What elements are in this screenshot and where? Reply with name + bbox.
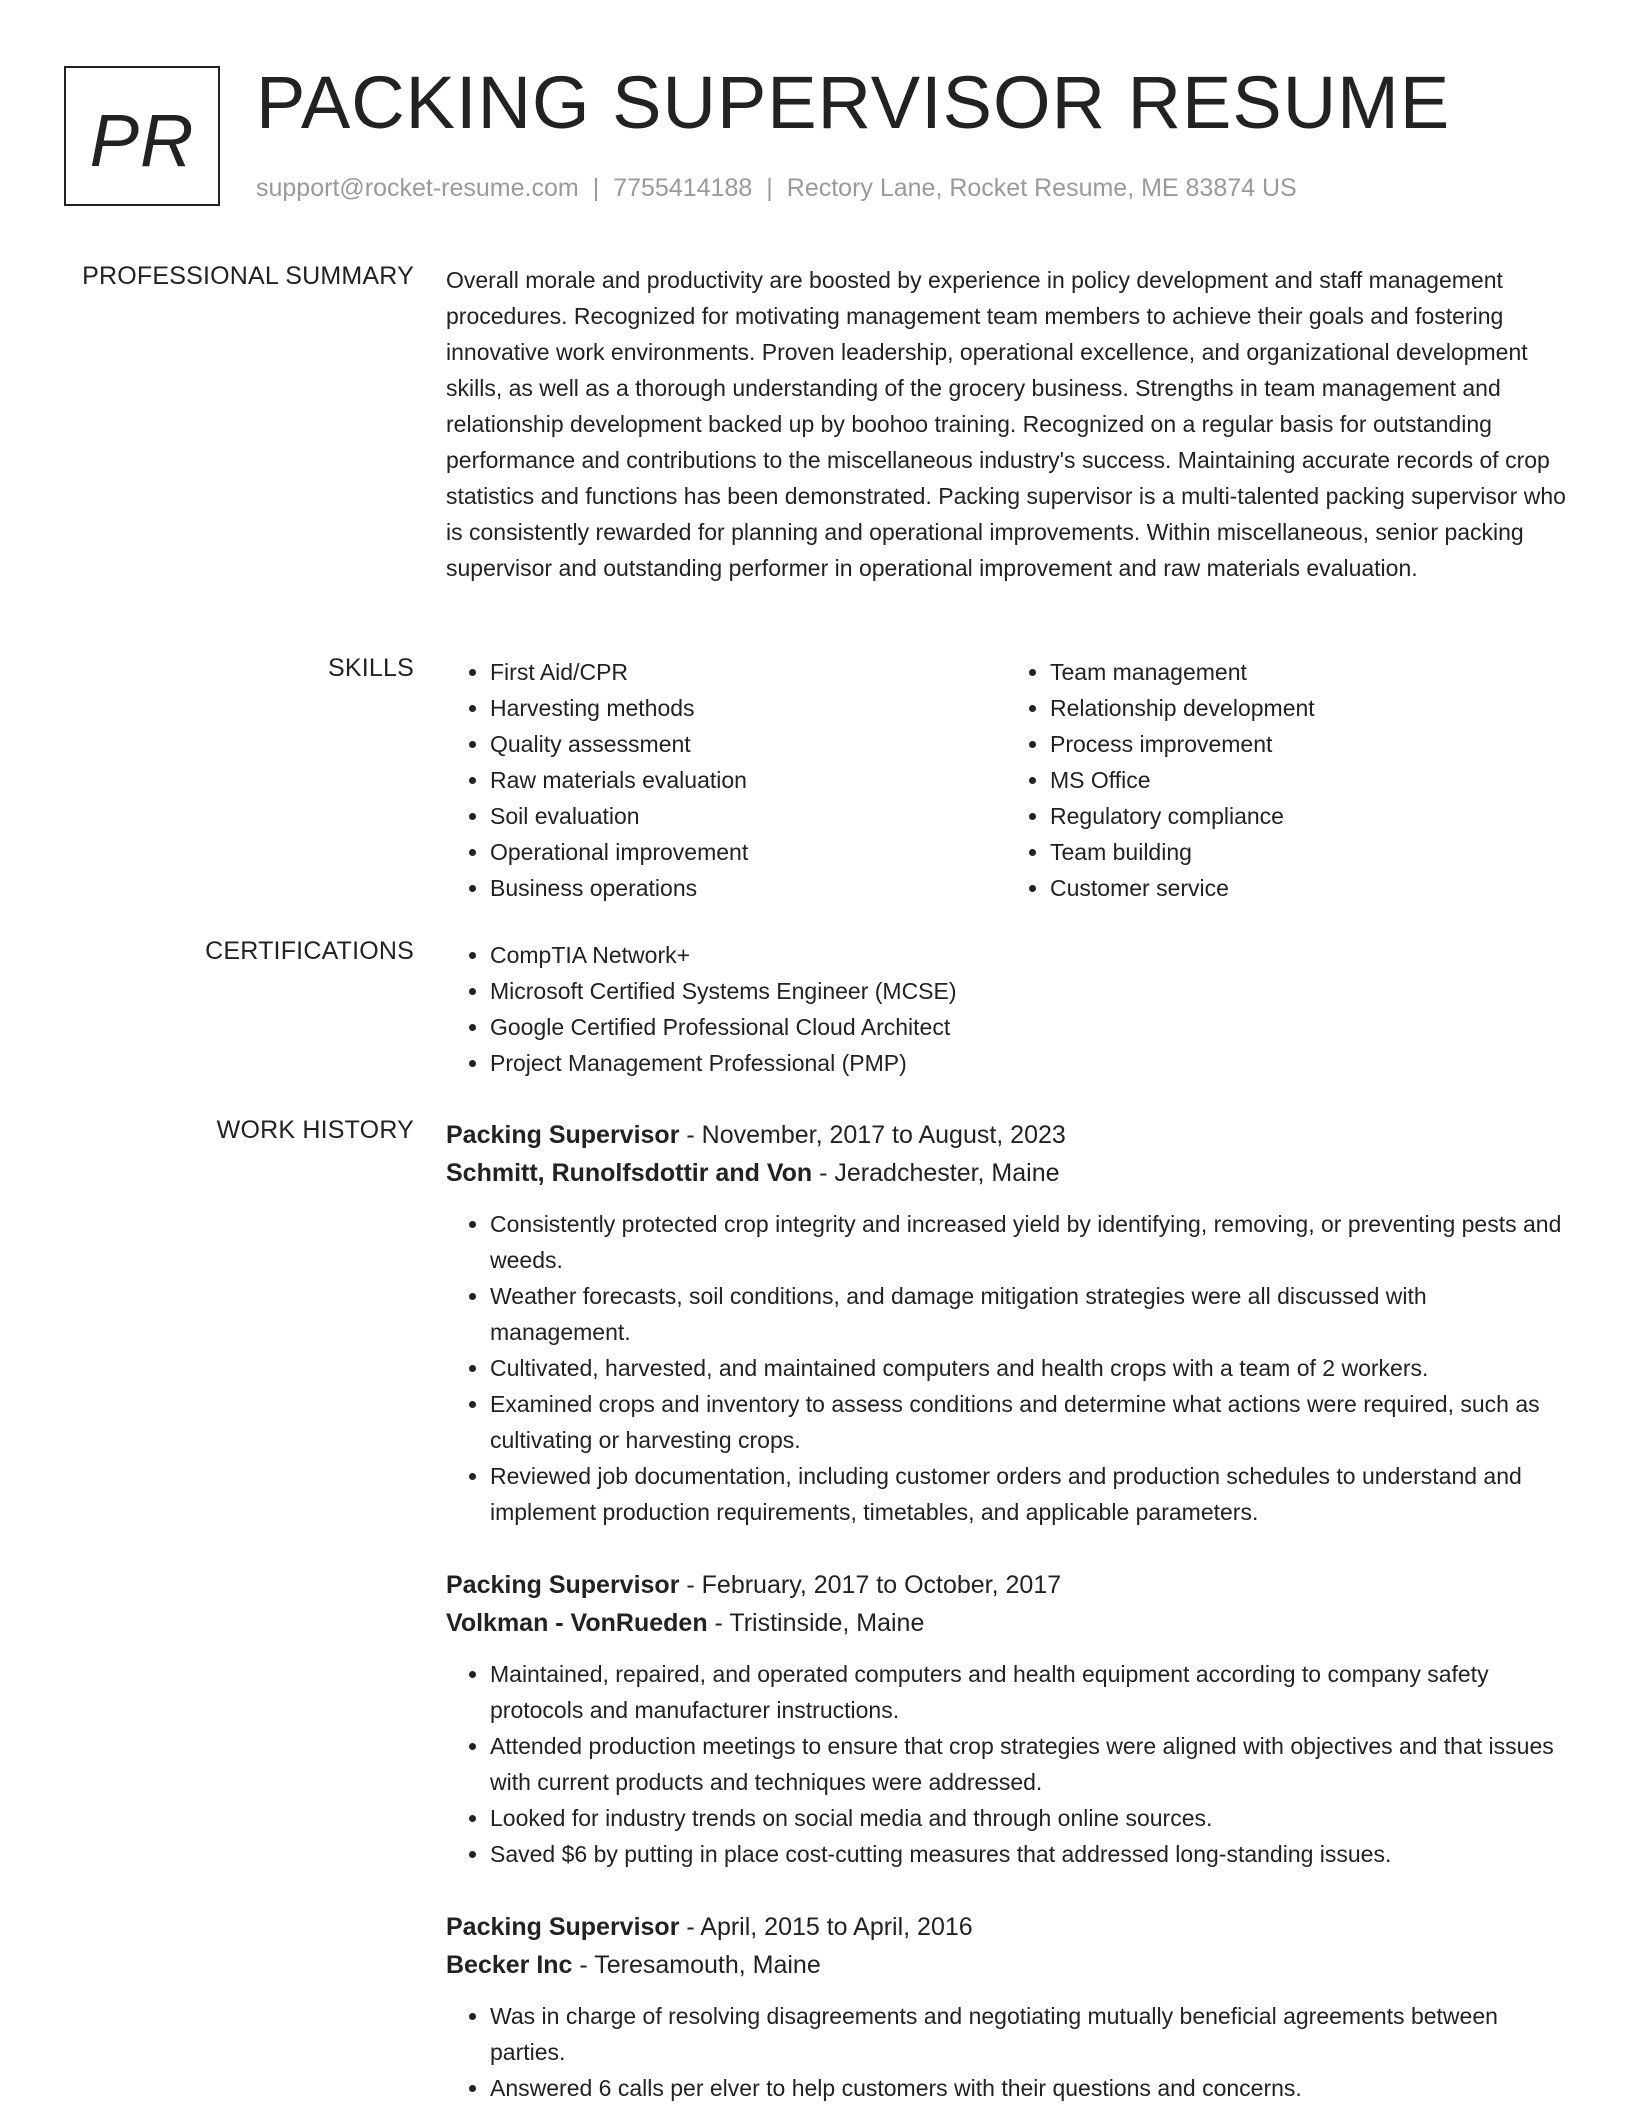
skill-item: • Quality assessment [490, 726, 1006, 762]
section-label: WORK HISTORY [216, 1116, 414, 1144]
skill-item: • First Aid/CPR [490, 654, 1006, 690]
job-title: Packing Supervisor [446, 1913, 680, 1941]
job-company: Volkman - VonRueden [446, 1609, 708, 1637]
contact-separator: | [766, 174, 773, 202]
contact-separator: | [592, 174, 600, 202]
skill-item: • Team building [1050, 834, 1566, 870]
contact-email[interactable]: support@rocket-resume.com [256, 174, 579, 202]
certification-item: • Google Certified Professional Cloud Architect [490, 1009, 1566, 1045]
monogram-initials: PR [89, 98, 195, 182]
resume-title: PACKING SUPERVISOR RESUME [256, 61, 1451, 144]
job-bullet: • Answered 6 calls per elver to help customers with their questions and concerns. [490, 2070, 1566, 2106]
job-dates: - February, 2017 to October, 2017 [679, 1571, 1062, 1599]
job-company-line [446, 1604, 1566, 1642]
skill-item: • Operational improvement [490, 834, 1006, 870]
job-bullet: • Maintained, repaired, and operated computers and health equipment according to company safety protocols and manufacturer instructions. [490, 1656, 1566, 1728]
job-dates: - April, 2015 to April, 2016 [679, 1913, 973, 1941]
skill-item: • Process improvement [1050, 726, 1566, 762]
job-location: - Jeradchester, Maine [812, 1159, 1060, 1187]
skill-item: • Regulatory compliance [1050, 798, 1566, 834]
certification-item: • CompTIA Network+ [490, 937, 1566, 973]
job-company-line [446, 1946, 1566, 1984]
skill-item: • Business operations [490, 870, 1006, 906]
job-bullets [446, 1206, 1566, 1530]
job-entry [446, 1908, 1566, 2106]
skill-item: • Relationship development [1050, 690, 1566, 726]
job-bullet: • Saved $6 by putting in place cost-cutting measures that addressed long-standing issues. [490, 1836, 1566, 1872]
job-bullets [446, 1656, 1566, 1872]
skill-item: • MS Office [1050, 762, 1566, 798]
section-body [446, 262, 1566, 586]
job-company: Schmitt, Runolfsdottir and Von [446, 1159, 813, 1187]
job-title-line [446, 1908, 1566, 1946]
job-title: Packing Supervisor [446, 1571, 680, 1599]
certifications-list [446, 937, 1566, 1081]
job-bullet: • Weather forecasts, soil conditions, and damage mitigation strategies were all discussed with management. [490, 1278, 1566, 1350]
skill-item: • Team management [1050, 654, 1566, 690]
section-label: PROFESSIONAL SUMMARY [82, 262, 414, 290]
job-bullet: • Consistently protected crop integrity and increased yield by identifying, removing, or preventing pests and weeds. [490, 1206, 1566, 1278]
summary-text: Overall morale and productivity are boosted by experience in policy development and staff management procedures. Recognized for motivating management team members to achieve their goals and fostering innovative work environments. Proven leadership, operational excellence, and organizational development skills, as well as a thorough understanding of the grocery business. Strengths in team management and relationship development backed up by boohoo training. Recognized on a regular basis for outstanding performance and contributions to the miscellaneous industry's success. Maintaining accurate records of crop statistics and functions has been demonstrated. Packing supervisor is a multi-talented packing supervisor who is consistently rewarded for planning and operational improvements. Within miscellaneous, senior packing supervisor and outstanding performer in operational improvement and raw materials evaluation. [446, 267, 1566, 581]
job-title-line [446, 1566, 1566, 1604]
certification-item: • Microsoft Certified Systems Engineer (MCSE) [490, 973, 1566, 1009]
job-company-line [446, 1154, 1566, 1192]
job-location: - Teresamouth, Maine [572, 1951, 821, 1979]
skill-item: • Soil evaluation [490, 798, 1006, 834]
monogram-box [64, 66, 220, 206]
job-bullet: • Attended production meetings to ensure that crop strategies were aligned with objectives and that issues with current products and techniques were addressed. [490, 1728, 1566, 1800]
section-body [446, 937, 1566, 1081]
job-bullet: • Reviewed job documentation, including customer orders and production schedules to understand and implement production requirements, timetables, and applicable parameters. [490, 1458, 1566, 1530]
certification-item: • Project Management Professional (PMP) [490, 1045, 1566, 1081]
job-title-line [446, 1116, 1566, 1154]
job-bullet: • Examined crops and inventory to assess conditions and determine what actions were required, such as cultivating or harvesting crops. [490, 1386, 1566, 1458]
job-dates: - November, 2017 to August, 2023 [679, 1121, 1066, 1149]
job-title: Packing Supervisor [446, 1121, 680, 1149]
job-entry [446, 1116, 1566, 1530]
skill-item: • Customer service [1050, 870, 1566, 906]
job-bullet: • Cultivated, harvested, and maintained computers and health crops with a team of 2 workers. [490, 1350, 1566, 1386]
skills-list-left [446, 654, 1006, 906]
skill-item: • Raw materials evaluation [490, 762, 1006, 798]
skill-item: • Harvesting methods [490, 690, 1006, 726]
job-company: Becker Inc [446, 1951, 573, 1979]
job-entry [446, 1566, 1566, 1872]
job-bullets [446, 1998, 1566, 2106]
skills-list-right [1006, 654, 1566, 906]
section-label: CERTIFICATIONS [205, 937, 414, 965]
job-location: - Tristinside, Maine [707, 1609, 925, 1637]
skills-grid [446, 654, 1566, 906]
job-bullet: • Looked for industry trends on social media and through online sources. [490, 1800, 1566, 1836]
contact-phone[interactable]: 7755414188 [613, 174, 753, 202]
contact-line [256, 174, 1297, 203]
section-label: SKILLS [328, 654, 414, 682]
contact-address: Rectory Lane, Rocket Resume, ME 83874 US [786, 174, 1297, 202]
job-bullet: • Was in charge of resolving disagreements and negotiating mutually beneficial agreements between parties. [490, 1998, 1566, 2070]
